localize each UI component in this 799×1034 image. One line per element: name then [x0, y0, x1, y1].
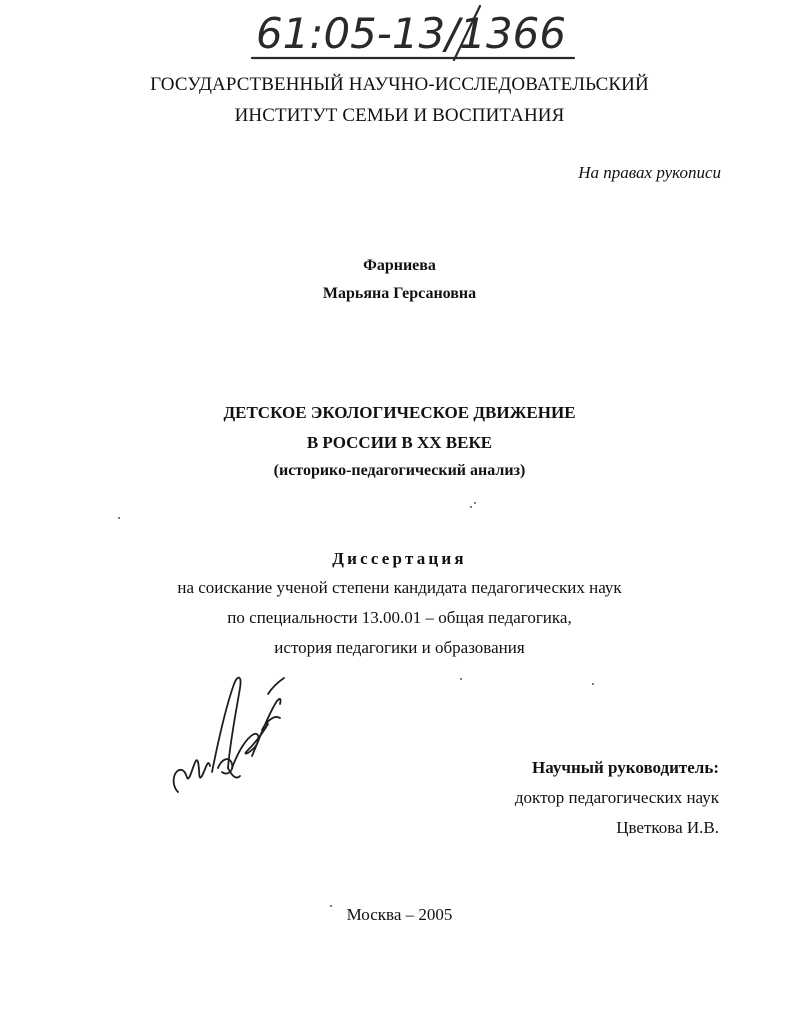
- scan-speck: [118, 517, 120, 519]
- title-line-2: В РОССИИ В XX ВЕКЕ: [306, 433, 493, 452]
- title-line-1: ДЕТСКОЕ ЭКОЛОГИЧЕСКОЕ ДВИЖЕНИЕ: [223, 403, 576, 422]
- institution-line-2: ИНСТИТУТ СЕМЬИ И ВОСПИТАНИЯ: [234, 105, 565, 126]
- scan-speck: [460, 678, 462, 680]
- supervisor-name: Цветкова И.В.: [616, 818, 719, 837]
- handwritten-archive-number: [248, 4, 578, 62]
- scan-speck: [330, 905, 332, 907]
- manuscript-note: На правах рукописи: [578, 163, 721, 182]
- scan-speck: [592, 683, 594, 685]
- dissertation-line-3: история педагогики и образования: [274, 638, 525, 657]
- city-year: Москва – 2005: [346, 905, 453, 924]
- scan-speck: [474, 502, 476, 504]
- handwritten-signature: [168, 672, 288, 804]
- title-subtitle: (историко-педагогический анализ): [273, 462, 526, 479]
- author-surname: Фарниева: [363, 257, 436, 274]
- supervisor-degree: доктор педагогических наук: [514, 788, 719, 807]
- author-given-names: Марьяна Герсановна: [322, 285, 477, 302]
- supervisor-label: Научный руководитель:: [532, 758, 719, 777]
- institution-line-1: ГОСУДАРСТВЕННЫЙ НАУЧНО-ИССЛЕДОВАТЕЛЬСКИЙ: [150, 74, 649, 95]
- scan-speck: [470, 506, 472, 508]
- archive-number-text: 61:05-13/1366: [256, 9, 566, 58]
- dissertation-label: Диссертация: [332, 549, 467, 568]
- dissertation-line-1: на соискание ученой степени кандидата педагогических наук: [177, 578, 622, 597]
- dissertation-line-2: по специальности 13.00.01 – общая педагогика,: [227, 608, 572, 627]
